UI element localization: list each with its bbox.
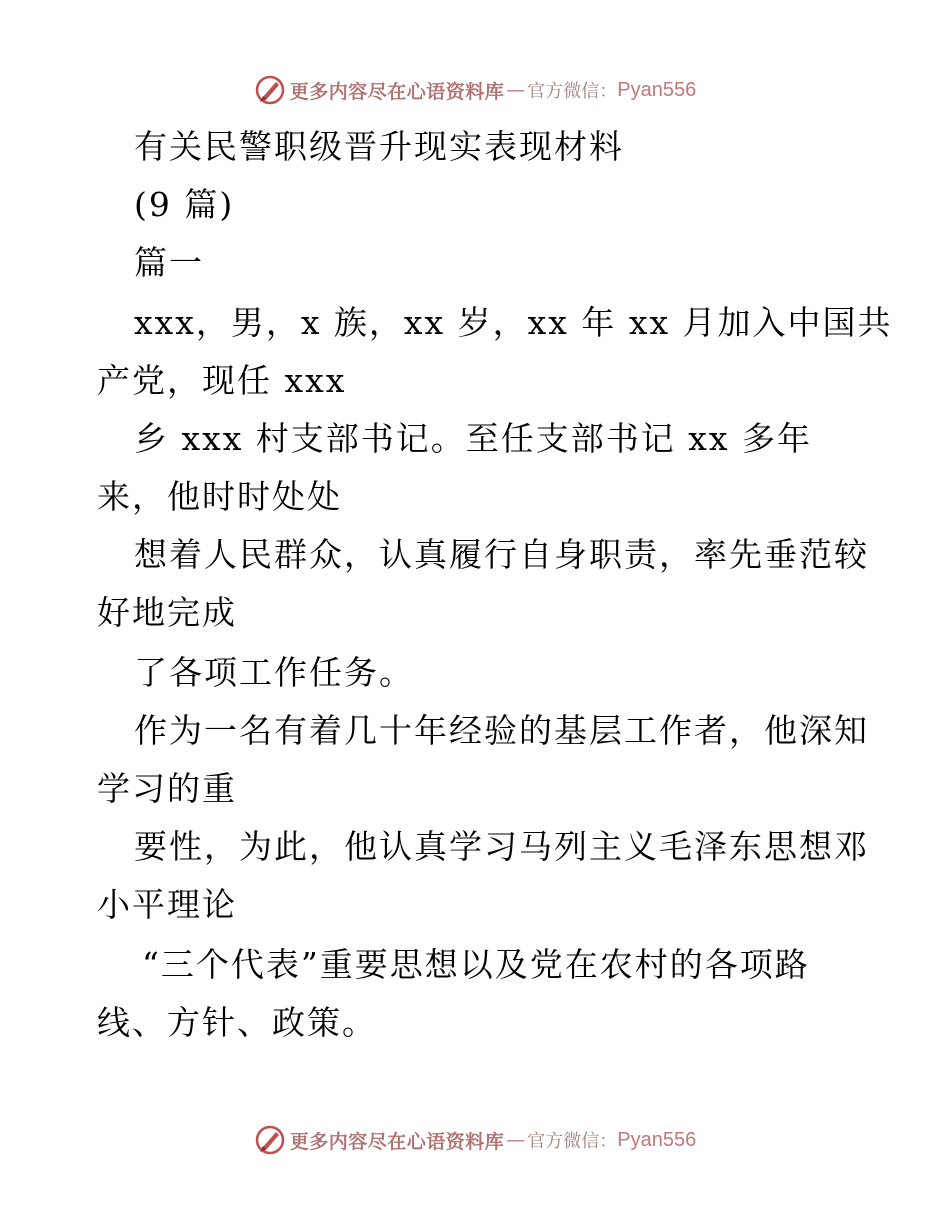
- pen-logo-icon: [254, 1124, 286, 1156]
- paragraph-line: 线、方针、政策。: [97, 1003, 377, 1042]
- paragraph-line: 想着人民群众，认真履行自身职责，率先垂范较: [134, 535, 869, 574]
- section-heading: 篇一: [134, 243, 204, 282]
- paragraph-line: “三个代表”重要思想以及党在农村的各项路: [142, 945, 810, 984]
- paragraph-line: 小平理论: [97, 885, 237, 924]
- paragraph-line: 要性，为此，他认真学习马列主义毛泽东思想邓: [134, 827, 869, 866]
- watermark-dash: —: [506, 79, 526, 101]
- watermark-text: 更多内容尽在心语资料库: [289, 1130, 505, 1153]
- paragraph-line: 产党，现任 xxx: [97, 361, 347, 400]
- document-title: 有关民警职级晋升现实表现材料: [134, 127, 624, 166]
- pen-logo-icon: [254, 74, 286, 106]
- paragraph-line: 好地完成: [97, 593, 237, 632]
- watermark-wechat-id: Pyan556: [617, 1128, 697, 1151]
- footer-watermark: [0, 1120, 950, 1160]
- paragraph-line: 作为一名有着几十年经验的基层工作者，他深知: [134, 711, 869, 750]
- paragraph-line: xxx，男，x 族，xx 岁，xx 年 xx 月加入中国共: [134, 303, 893, 342]
- header-watermark: [0, 70, 950, 110]
- watermark-wechat-id: Pyan556: [617, 78, 697, 101]
- paragraph-line: 学习的重: [97, 769, 237, 808]
- watermark-dash: —: [506, 1129, 526, 1151]
- watermark-official-label: 官方微信：: [527, 1131, 618, 1152]
- paragraph-line: 了各项工作任务。: [134, 653, 414, 692]
- watermark-official-label: 官方微信：: [527, 81, 618, 102]
- paragraph-line: 乡 xxx 村支部书记。至任支部书记 xx 多年: [134, 419, 813, 458]
- document-count: (9 篇): [134, 185, 235, 224]
- paragraph-line: 来，他时时处处: [97, 477, 342, 516]
- watermark-text: 更多内容尽在心语资料库: [289, 80, 505, 103]
